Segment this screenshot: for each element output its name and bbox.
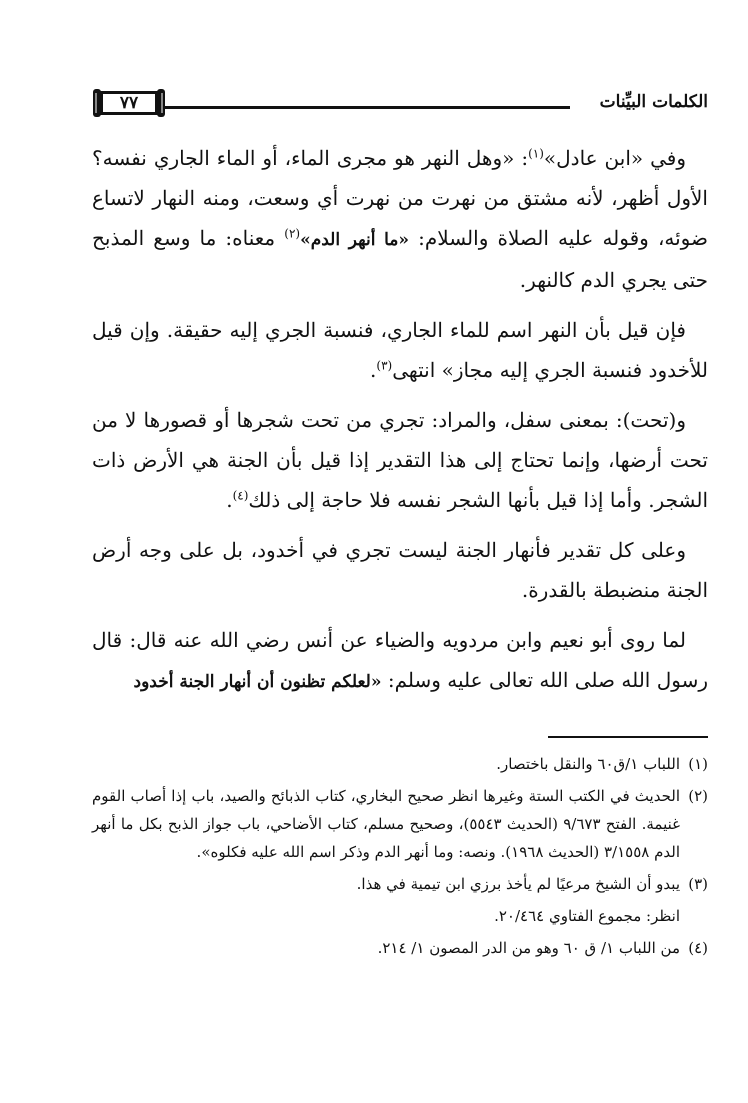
- page-header: [92, 86, 708, 122]
- footnote-text: اللباب ١/ق٦٠ والنقل باختصار.: [496, 755, 680, 773]
- footnote-3: [92, 870, 708, 898]
- p3-part-b: .: [226, 488, 233, 512]
- p5-quote: «لعلكم تظنون أن أنهار الجنة أخدود: [133, 672, 382, 692]
- footnote-4: [92, 934, 708, 962]
- paragraph-2: [92, 310, 708, 390]
- p5-part-a: لما روى أبو نعيم وابن مردويه والضياء عن أنس رضي الله عنه قال: قال رسول الله صلى الله تعالى عليه وسلم:: [92, 628, 708, 692]
- footnote-number: (٣): [688, 875, 708, 893]
- footnote-2: [92, 782, 708, 866]
- footnote-number: (٢): [688, 787, 708, 805]
- footnote-1: [92, 750, 708, 778]
- main-text: [92, 138, 708, 702]
- footnotes: [92, 750, 708, 966]
- paragraph-3: [92, 400, 708, 520]
- p2-part-a: فإن قيل بأن النهر اسم للماء الجاري، فنسبة الجري إليه حقيقة. وإن قيل للأخدود فنسبة الجري إليه مجاز» انتهى: [92, 318, 708, 382]
- p2-part-b: .: [370, 358, 377, 382]
- footnote-3-continuation: [92, 902, 708, 930]
- p1-part-a: وفي «ابن عادل»: [543, 146, 686, 170]
- p1-part-c: معناه: ما وسع المذبح حتى يجري الدم كالنهر.: [92, 226, 708, 292]
- footnote-separator: [548, 736, 708, 738]
- footnote-ref-4: (٤): [232, 488, 249, 503]
- paragraph-5: [92, 620, 708, 702]
- footnote-text: انظر: مجموع الفتاوي ٢٠/٤٦٤.: [494, 907, 680, 925]
- running-title: الكلمات البيِّنات: [599, 92, 708, 112]
- page-number: ٧٧: [119, 93, 139, 113]
- p1-part-b: : «وهل النهر هو مجرى الماء، أو الماء الجاري نفسه؟ الأول أظهر، لأنه مشتق من نهرت من نهرت أي وسعت، ومنه النهار لاتساع ضوئه، وقوله عليه الصلاة والسلام:: [92, 146, 708, 250]
- footnote-number: (١): [688, 755, 708, 773]
- header-rule: [158, 106, 570, 109]
- footnote-text: الحديث في الكتب الستة وغيرها انظر صحيح البخاري، كتاب الذبائح والصيد، باب إذا أصاب القوم غنيمة. الفتح ٩/٦٧٣ (الحديث ٥٥٤٣)، وصحيح مسلم، كتاب الأضاحي، باب جواز الذبح بكل ما أنهر الدم ٣/١٥٥٨ (الحديث ١٩٦٨). ونصه: وما أنهر الدم وذكر اسم الله عليه فكلوه».: [92, 787, 680, 861]
- footnote-ref-2: (٢): [284, 226, 301, 241]
- paragraph-1: [92, 138, 708, 300]
- p1-quote: «ما أنهر الدم»: [300, 230, 410, 250]
- footnote-ref-1: (١): [528, 146, 544, 161]
- p3-part-a: و(تحت): بمعنى سفل، والمراد: تجري من تحت شجرها أو قصورها لا من تحت أرضها، وإنما تحتاج إلى هذا التقدير إذا قيل بأن الجنة هي الأرض ذات الشجر. وأما إذا قيل بأنها الشجر نفسه فلا حاجة إلى ذلك: [92, 408, 708, 512]
- footnote-ref-3: (٣): [376, 358, 393, 373]
- paragraph-4: وعلى كل تقدير فأنهار الجنة ليست تجري في أخدود، بل على وجه أرض الجنة منضبطة بالقدرة.: [92, 538, 708, 602]
- book-page: [92, 86, 708, 1086]
- footnote-text: من اللباب ١/ ق ٦٠ وهو من الدر المصون ١/ ٢١٤.: [377, 939, 680, 957]
- footnote-text: يبدو أن الشيخ مرعيًا لم يأخذ برزي ابن تيمية في هذا.: [356, 875, 680, 893]
- footnote-number: (٤): [688, 939, 708, 957]
